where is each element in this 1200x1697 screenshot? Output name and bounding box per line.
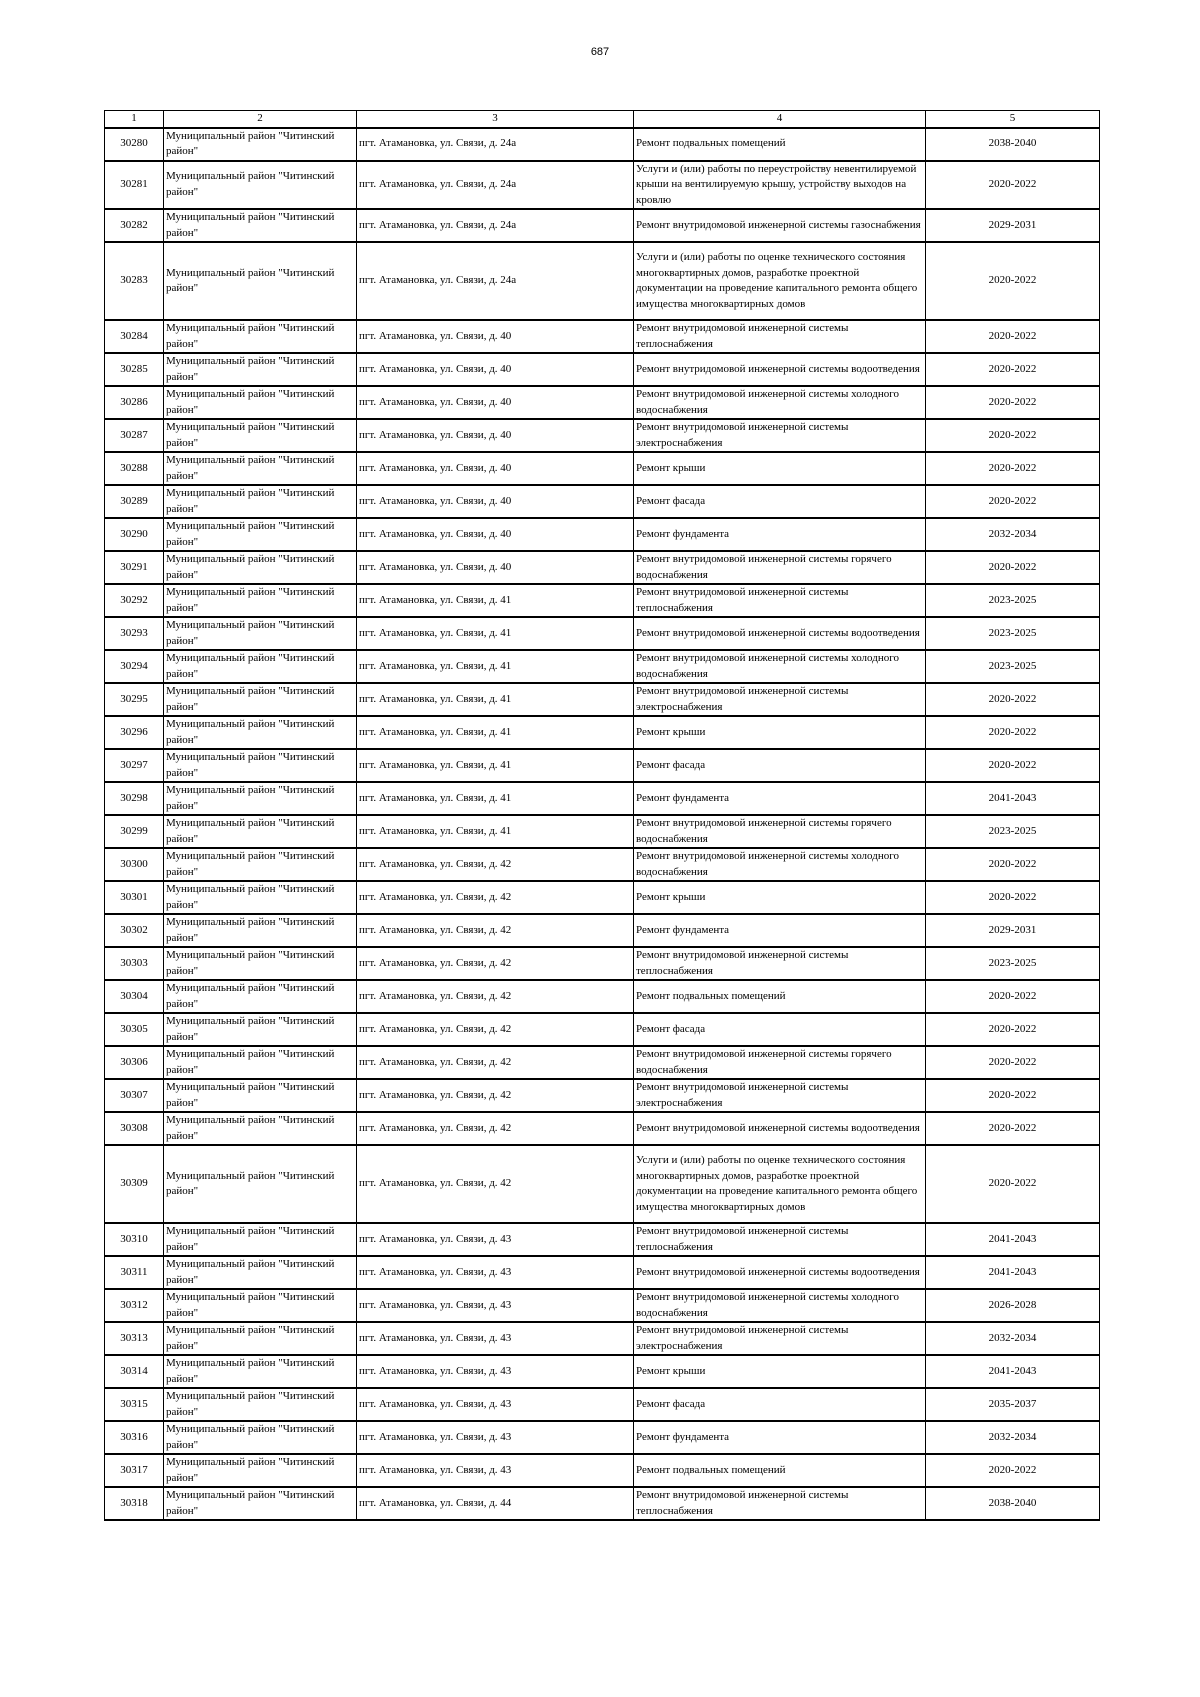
row-number: 30292	[105, 584, 164, 617]
period-cell: 2038-2040	[926, 1487, 1100, 1520]
table-row	[105, 749, 1100, 782]
municipality-cell: Муниципальный район "Читинский район"	[164, 1112, 357, 1145]
work-type-cell: Ремонт внутридомовой инженерной системы холодного водоснабжения	[634, 650, 926, 683]
table-row	[105, 584, 1100, 617]
period-cell: 2020-2022	[926, 749, 1100, 782]
municipality-cell: Муниципальный район "Читинский район"	[164, 947, 357, 980]
period-cell: 2035-2037	[926, 1388, 1100, 1421]
row-number: 30304	[105, 980, 164, 1013]
period-cell: 2020-2022	[926, 1079, 1100, 1112]
table-row	[105, 782, 1100, 815]
address-cell: пгт. Атамановка, ул. Связи, д. 24а	[357, 242, 634, 320]
row-number: 30293	[105, 617, 164, 650]
table-row	[105, 452, 1100, 485]
row-number: 30290	[105, 518, 164, 551]
work-type-cell: Ремонт крыши	[634, 716, 926, 749]
period-cell: 2038-2040	[926, 128, 1100, 161]
address-cell: пгт. Атамановка, ул. Связи, д. 41	[357, 815, 634, 848]
work-type-cell: Ремонт фасада	[634, 1388, 926, 1421]
work-type-cell: Ремонт внутридомовой инженерной системы электроснабжения	[634, 683, 926, 716]
municipality-cell: Муниципальный район "Читинский район"	[164, 782, 357, 815]
address-cell: пгт. Атамановка, ул. Связи, д. 42	[357, 914, 634, 947]
municipality-cell: Муниципальный район "Читинский район"	[164, 881, 357, 914]
municipality-cell: Муниципальный район "Читинский район"	[164, 1079, 357, 1112]
address-cell: пгт. Атамановка, ул. Связи, д. 43	[357, 1388, 634, 1421]
municipality-cell: Муниципальный район "Читинский район"	[164, 161, 357, 210]
table-row	[105, 551, 1100, 584]
municipality-cell: Муниципальный район "Читинский район"	[164, 1046, 357, 1079]
work-type-cell: Ремонт внутридомовой инженерной системы холодного водоснабжения	[634, 1289, 926, 1322]
address-cell: пгт. Атамановка, ул. Связи, д. 41	[357, 683, 634, 716]
row-number: 30297	[105, 749, 164, 782]
row-number: 30318	[105, 1487, 164, 1520]
municipality-cell: Муниципальный район "Читинский район"	[164, 353, 357, 386]
period-cell: 2032-2034	[926, 1421, 1100, 1454]
row-number: 30305	[105, 1013, 164, 1046]
address-cell: пгт. Атамановка, ул. Связи, д. 43	[357, 1322, 634, 1355]
table-row	[105, 815, 1100, 848]
table-row	[105, 128, 1100, 161]
work-type-cell: Ремонт внутридомовой инженерной системы холодного водоснабжения	[634, 848, 926, 881]
address-cell: пгт. Атамановка, ул. Связи, д. 42	[357, 1079, 634, 1112]
address-cell: пгт. Атамановка, ул. Связи, д. 40	[357, 353, 634, 386]
work-type-cell: Услуги и (или) работы по переустройству невентилируемой крыши на вентилируемую крышу, устройству выходов на кровлю	[634, 161, 926, 210]
municipality-cell: Муниципальный район "Читинский район"	[164, 1355, 357, 1388]
municipality-cell: Муниципальный район "Читинский район"	[164, 1145, 357, 1223]
row-number: 30307	[105, 1079, 164, 1112]
period-cell: 2020-2022	[926, 1013, 1100, 1046]
table-row	[105, 161, 1100, 210]
period-cell: 2023-2025	[926, 815, 1100, 848]
address-cell: пгт. Атамановка, ул. Связи, д. 24а	[357, 128, 634, 161]
table-row	[105, 1256, 1100, 1289]
address-cell: пгт. Атамановка, ул. Связи, д. 43	[357, 1256, 634, 1289]
table-row	[105, 485, 1100, 518]
row-number: 30295	[105, 683, 164, 716]
table-row	[105, 617, 1100, 650]
row-number: 30316	[105, 1421, 164, 1454]
address-cell: пгт. Атамановка, ул. Связи, д. 44	[357, 1487, 634, 1520]
address-cell: пгт. Атамановка, ул. Связи, д. 42	[357, 1112, 634, 1145]
work-type-cell: Ремонт внутридомовой инженерной системы теплоснабжения	[634, 1223, 926, 1256]
table-row	[105, 1388, 1100, 1421]
municipality-cell: Муниципальный район "Читинский район"	[164, 320, 357, 353]
work-type-cell: Ремонт фундамента	[634, 1421, 926, 1454]
municipality-cell: Муниципальный район "Читинский район"	[164, 815, 357, 848]
header-row	[105, 111, 1100, 128]
work-type-cell: Ремонт подвальных помещений	[634, 1454, 926, 1487]
table-row	[105, 980, 1100, 1013]
row-number: 30280	[105, 128, 164, 161]
table-row	[105, 914, 1100, 947]
table-row	[105, 1355, 1100, 1388]
address-cell: пгт. Атамановка, ул. Связи, д. 24а	[357, 161, 634, 210]
table-row	[105, 1145, 1100, 1223]
work-type-cell: Ремонт внутридомовой инженерной системы водоотведения	[634, 353, 926, 386]
municipality-cell: Муниципальный район "Читинский район"	[164, 242, 357, 320]
address-cell: пгт. Атамановка, ул. Связи, д. 43	[357, 1421, 634, 1454]
period-cell: 2020-2022	[926, 1112, 1100, 1145]
table-body	[105, 128, 1100, 1521]
page-number: 687	[590, 46, 610, 58]
period-cell: 2020-2022	[926, 452, 1100, 485]
table-row	[105, 518, 1100, 551]
row-number: 30298	[105, 782, 164, 815]
row-number: 30302	[105, 914, 164, 947]
row-number: 30314	[105, 1355, 164, 1388]
work-type-cell: Ремонт внутридомовой инженерной системы водоотведения	[634, 617, 926, 650]
table-row	[105, 386, 1100, 419]
municipality-cell: Муниципальный район "Читинский район"	[164, 1256, 357, 1289]
table-row	[105, 1322, 1100, 1355]
table-row	[105, 1454, 1100, 1487]
work-type-cell: Ремонт внутридомовой инженерной системы электроснабжения	[634, 1322, 926, 1355]
address-cell: пгт. Атамановка, ул. Связи, д. 41	[357, 716, 634, 749]
municipality-cell: Муниципальный район "Читинский район"	[164, 683, 357, 716]
municipality-cell: Муниципальный район "Читинский район"	[164, 1421, 357, 1454]
period-cell: 2020-2022	[926, 485, 1100, 518]
period-cell: 2020-2022	[926, 242, 1100, 320]
period-cell: 2020-2022	[926, 881, 1100, 914]
period-cell: 2020-2022	[926, 848, 1100, 881]
work-type-cell: Ремонт внутридомовой инженерной системы газоснабжения	[634, 209, 926, 242]
work-type-cell: Ремонт фундамента	[634, 782, 926, 815]
table-row	[105, 1487, 1100, 1520]
municipality-cell: Муниципальный район "Читинский район"	[164, 1322, 357, 1355]
row-number: 30288	[105, 452, 164, 485]
municipality-cell: Муниципальный район "Читинский район"	[164, 128, 357, 161]
work-type-cell: Ремонт фасада	[634, 485, 926, 518]
municipality-cell: Муниципальный район "Читинский район"	[164, 1454, 357, 1487]
work-type-cell: Ремонт подвальных помещений	[634, 980, 926, 1013]
work-type-cell: Ремонт внутридомовой инженерной системы горячего водоснабжения	[634, 551, 926, 584]
period-cell: 2026-2028	[926, 1289, 1100, 1322]
work-type-cell: Ремонт внутридомовой инженерной системы холодного водоснабжения	[634, 386, 926, 419]
address-cell: пгт. Атамановка, ул. Связи, д. 42	[357, 1013, 634, 1046]
address-cell: пгт. Атамановка, ул. Связи, д. 40	[357, 485, 634, 518]
work-type-cell: Услуги и (или) работы по оценке технического состояния многоквартирных домов, разработке проектной документации на проведение капитального ремонта общего имущества многоквартирных домов	[634, 1145, 926, 1223]
municipality-cell: Муниципальный район "Читинский район"	[164, 617, 357, 650]
address-cell: пгт. Атамановка, ул. Связи, д. 41	[357, 749, 634, 782]
address-cell: пгт. Атамановка, ул. Связи, д. 41	[357, 782, 634, 815]
municipality-cell: Муниципальный район "Читинский район"	[164, 749, 357, 782]
municipality-cell: Муниципальный район "Читинский район"	[164, 551, 357, 584]
row-number: 30291	[105, 551, 164, 584]
period-cell: 2032-2034	[926, 518, 1100, 551]
table-header	[105, 111, 1100, 128]
row-number: 30313	[105, 1322, 164, 1355]
period-cell: 2020-2022	[926, 419, 1100, 452]
period-cell: 2020-2022	[926, 1454, 1100, 1487]
work-type-cell: Ремонт внутридомовой инженерной системы теплоснабжения	[634, 320, 926, 353]
table-row	[105, 1223, 1100, 1256]
row-number: 30315	[105, 1388, 164, 1421]
address-cell: пгт. Атамановка, ул. Связи, д. 42	[357, 1145, 634, 1223]
row-number: 30308	[105, 1112, 164, 1145]
period-cell: 2023-2025	[926, 650, 1100, 683]
work-type-cell: Ремонт фундамента	[634, 914, 926, 947]
municipality-cell: Муниципальный район "Читинский район"	[164, 209, 357, 242]
header-col-2: 2	[164, 111, 357, 128]
work-type-cell: Ремонт подвальных помещений	[634, 128, 926, 161]
municipality-cell: Муниципальный район "Читинский район"	[164, 914, 357, 947]
row-number: 30306	[105, 1046, 164, 1079]
period-cell: 2029-2031	[926, 209, 1100, 242]
municipality-cell: Муниципальный район "Читинский район"	[164, 980, 357, 1013]
table-row	[105, 242, 1100, 320]
table-row	[105, 1112, 1100, 1145]
municipality-cell: Муниципальный район "Читинский район"	[164, 1013, 357, 1046]
work-type-cell: Ремонт внутридомовой инженерной системы электроснабжения	[634, 1079, 926, 1112]
work-type-cell: Ремонт внутридомовой инженерной системы горячего водоснабжения	[634, 815, 926, 848]
table-row	[105, 320, 1100, 353]
municipality-cell: Муниципальный район "Читинский район"	[164, 1223, 357, 1256]
address-cell: пгт. Атамановка, ул. Связи, д. 40	[357, 452, 634, 485]
period-cell: 2020-2022	[926, 1145, 1100, 1223]
header-col-1: 1	[105, 111, 164, 128]
period-cell: 2020-2022	[926, 716, 1100, 749]
row-number: 30281	[105, 161, 164, 210]
table-row	[105, 881, 1100, 914]
work-type-cell: Ремонт внутридомовой инженерной системы водоотведения	[634, 1256, 926, 1289]
period-cell: 2020-2022	[926, 353, 1100, 386]
header-col-4: 4	[634, 111, 926, 128]
period-cell: 2020-2022	[926, 683, 1100, 716]
table-row	[105, 947, 1100, 980]
row-number: 30303	[105, 947, 164, 980]
work-type-cell: Ремонт внутридомовой инженерной системы горячего водоснабжения	[634, 1046, 926, 1079]
period-cell: 2041-2043	[926, 782, 1100, 815]
row-number: 30309	[105, 1145, 164, 1223]
municipality-cell: Муниципальный район "Читинский район"	[164, 452, 357, 485]
row-number: 30294	[105, 650, 164, 683]
period-cell: 2032-2034	[926, 1322, 1100, 1355]
municipality-cell: Муниципальный район "Читинский район"	[164, 650, 357, 683]
period-cell: 2023-2025	[926, 617, 1100, 650]
address-cell: пгт. Атамановка, ул. Связи, д. 41	[357, 617, 634, 650]
period-cell: 2020-2022	[926, 980, 1100, 1013]
address-cell: пгт. Атамановка, ул. Связи, д. 42	[357, 947, 634, 980]
row-number: 30285	[105, 353, 164, 386]
row-number: 30287	[105, 419, 164, 452]
work-type-cell: Ремонт крыши	[634, 452, 926, 485]
period-cell: 2029-2031	[926, 914, 1100, 947]
period-cell: 2020-2022	[926, 551, 1100, 584]
period-cell: 2020-2022	[926, 161, 1100, 210]
period-cell: 2020-2022	[926, 386, 1100, 419]
table-row	[105, 683, 1100, 716]
address-cell: пгт. Атамановка, ул. Связи, д. 40	[357, 386, 634, 419]
header-col-5: 5	[926, 111, 1100, 128]
address-cell: пгт. Атамановка, ул. Связи, д. 40	[357, 419, 634, 452]
address-cell: пгт. Атамановка, ул. Связи, д. 41	[357, 650, 634, 683]
table-row	[105, 1421, 1100, 1454]
municipality-cell: Муниципальный район "Читинский район"	[164, 419, 357, 452]
municipality-cell: Муниципальный район "Читинский район"	[164, 1289, 357, 1322]
row-number: 30299	[105, 815, 164, 848]
table-row	[105, 1079, 1100, 1112]
address-cell: пгт. Атамановка, ул. Связи, д. 43	[357, 1454, 634, 1487]
address-cell: пгт. Атамановка, ул. Связи, д. 42	[357, 980, 634, 1013]
work-type-cell: Ремонт внутридомовой инженерной системы водоотведения	[634, 1112, 926, 1145]
row-number: 30286	[105, 386, 164, 419]
table-row	[105, 353, 1100, 386]
address-cell: пгт. Атамановка, ул. Связи, д. 43	[357, 1223, 634, 1256]
row-number: 30300	[105, 848, 164, 881]
municipality-cell: Муниципальный район "Читинский район"	[164, 848, 357, 881]
address-cell: пгт. Атамановка, ул. Связи, д. 40	[357, 551, 634, 584]
table-row	[105, 1289, 1100, 1322]
table-row	[105, 419, 1100, 452]
work-type-cell: Ремонт внутридомовой инженерной системы теплоснабжения	[634, 584, 926, 617]
address-cell: пгт. Атамановка, ул. Связи, д. 43	[357, 1289, 634, 1322]
table-row	[105, 650, 1100, 683]
work-type-cell: Ремонт крыши	[634, 1355, 926, 1388]
municipality-cell: Муниципальный район "Читинский район"	[164, 485, 357, 518]
municipality-cell: Муниципальный район "Читинский район"	[164, 716, 357, 749]
address-cell: пгт. Атамановка, ул. Связи, д. 42	[357, 848, 634, 881]
row-number: 30289	[105, 485, 164, 518]
row-number: 30312	[105, 1289, 164, 1322]
row-number: 30282	[105, 209, 164, 242]
row-number: 30284	[105, 320, 164, 353]
address-cell: пгт. Атамановка, ул. Связи, д. 24а	[357, 209, 634, 242]
period-cell: 2041-2043	[926, 1355, 1100, 1388]
row-number: 30301	[105, 881, 164, 914]
address-cell: пгт. Атамановка, ул. Связи, д. 40	[357, 320, 634, 353]
table-row	[105, 1046, 1100, 1079]
period-cell: 2041-2043	[926, 1256, 1100, 1289]
period-cell: 2020-2022	[926, 1046, 1100, 1079]
address-cell: пгт. Атамановка, ул. Связи, д. 40	[357, 518, 634, 551]
table-row	[105, 848, 1100, 881]
row-number: 30283	[105, 242, 164, 320]
period-cell: 2041-2043	[926, 1223, 1100, 1256]
address-cell: пгт. Атамановка, ул. Связи, д. 42	[357, 1046, 634, 1079]
address-cell: пгт. Атамановка, ул. Связи, д. 43	[357, 1355, 634, 1388]
work-type-cell: Ремонт внутридомовой инженерной системы электроснабжения	[634, 419, 926, 452]
period-cell: 2020-2022	[926, 320, 1100, 353]
table-row	[105, 209, 1100, 242]
row-number: 30317	[105, 1454, 164, 1487]
table-row	[105, 1013, 1100, 1046]
municipality-cell: Муниципальный район "Читинский район"	[164, 518, 357, 551]
row-number: 30311	[105, 1256, 164, 1289]
work-type-cell: Ремонт внутридомовой инженерной системы теплоснабжения	[634, 1487, 926, 1520]
work-type-cell: Услуги и (или) работы по оценке технического состояния многоквартирных домов, разработке проектной документации на проведение капитального ремонта общего имущества многоквартирных домов	[634, 242, 926, 320]
work-type-cell: Ремонт фундамента	[634, 518, 926, 551]
period-cell: 2023-2025	[926, 947, 1100, 980]
municipality-cell: Муниципальный район "Читинский район"	[164, 1388, 357, 1421]
table-row	[105, 716, 1100, 749]
row-number: 30310	[105, 1223, 164, 1256]
municipality-cell: Муниципальный район "Читинский район"	[164, 584, 357, 617]
capital-repair-table	[104, 110, 1100, 1521]
address-cell: пгт. Атамановка, ул. Связи, д. 41	[357, 584, 634, 617]
header-col-3: 3	[357, 111, 634, 128]
period-cell: 2023-2025	[926, 584, 1100, 617]
work-type-cell: Ремонт фасада	[634, 1013, 926, 1046]
row-number: 30296	[105, 716, 164, 749]
work-type-cell: Ремонт фасада	[634, 749, 926, 782]
work-type-cell: Ремонт внутридомовой инженерной системы теплоснабжения	[634, 947, 926, 980]
work-type-cell: Ремонт крыши	[634, 881, 926, 914]
municipality-cell: Муниципальный район "Читинский район"	[164, 1487, 357, 1520]
address-cell: пгт. Атамановка, ул. Связи, д. 42	[357, 881, 634, 914]
municipality-cell: Муниципальный район "Читинский район"	[164, 386, 357, 419]
